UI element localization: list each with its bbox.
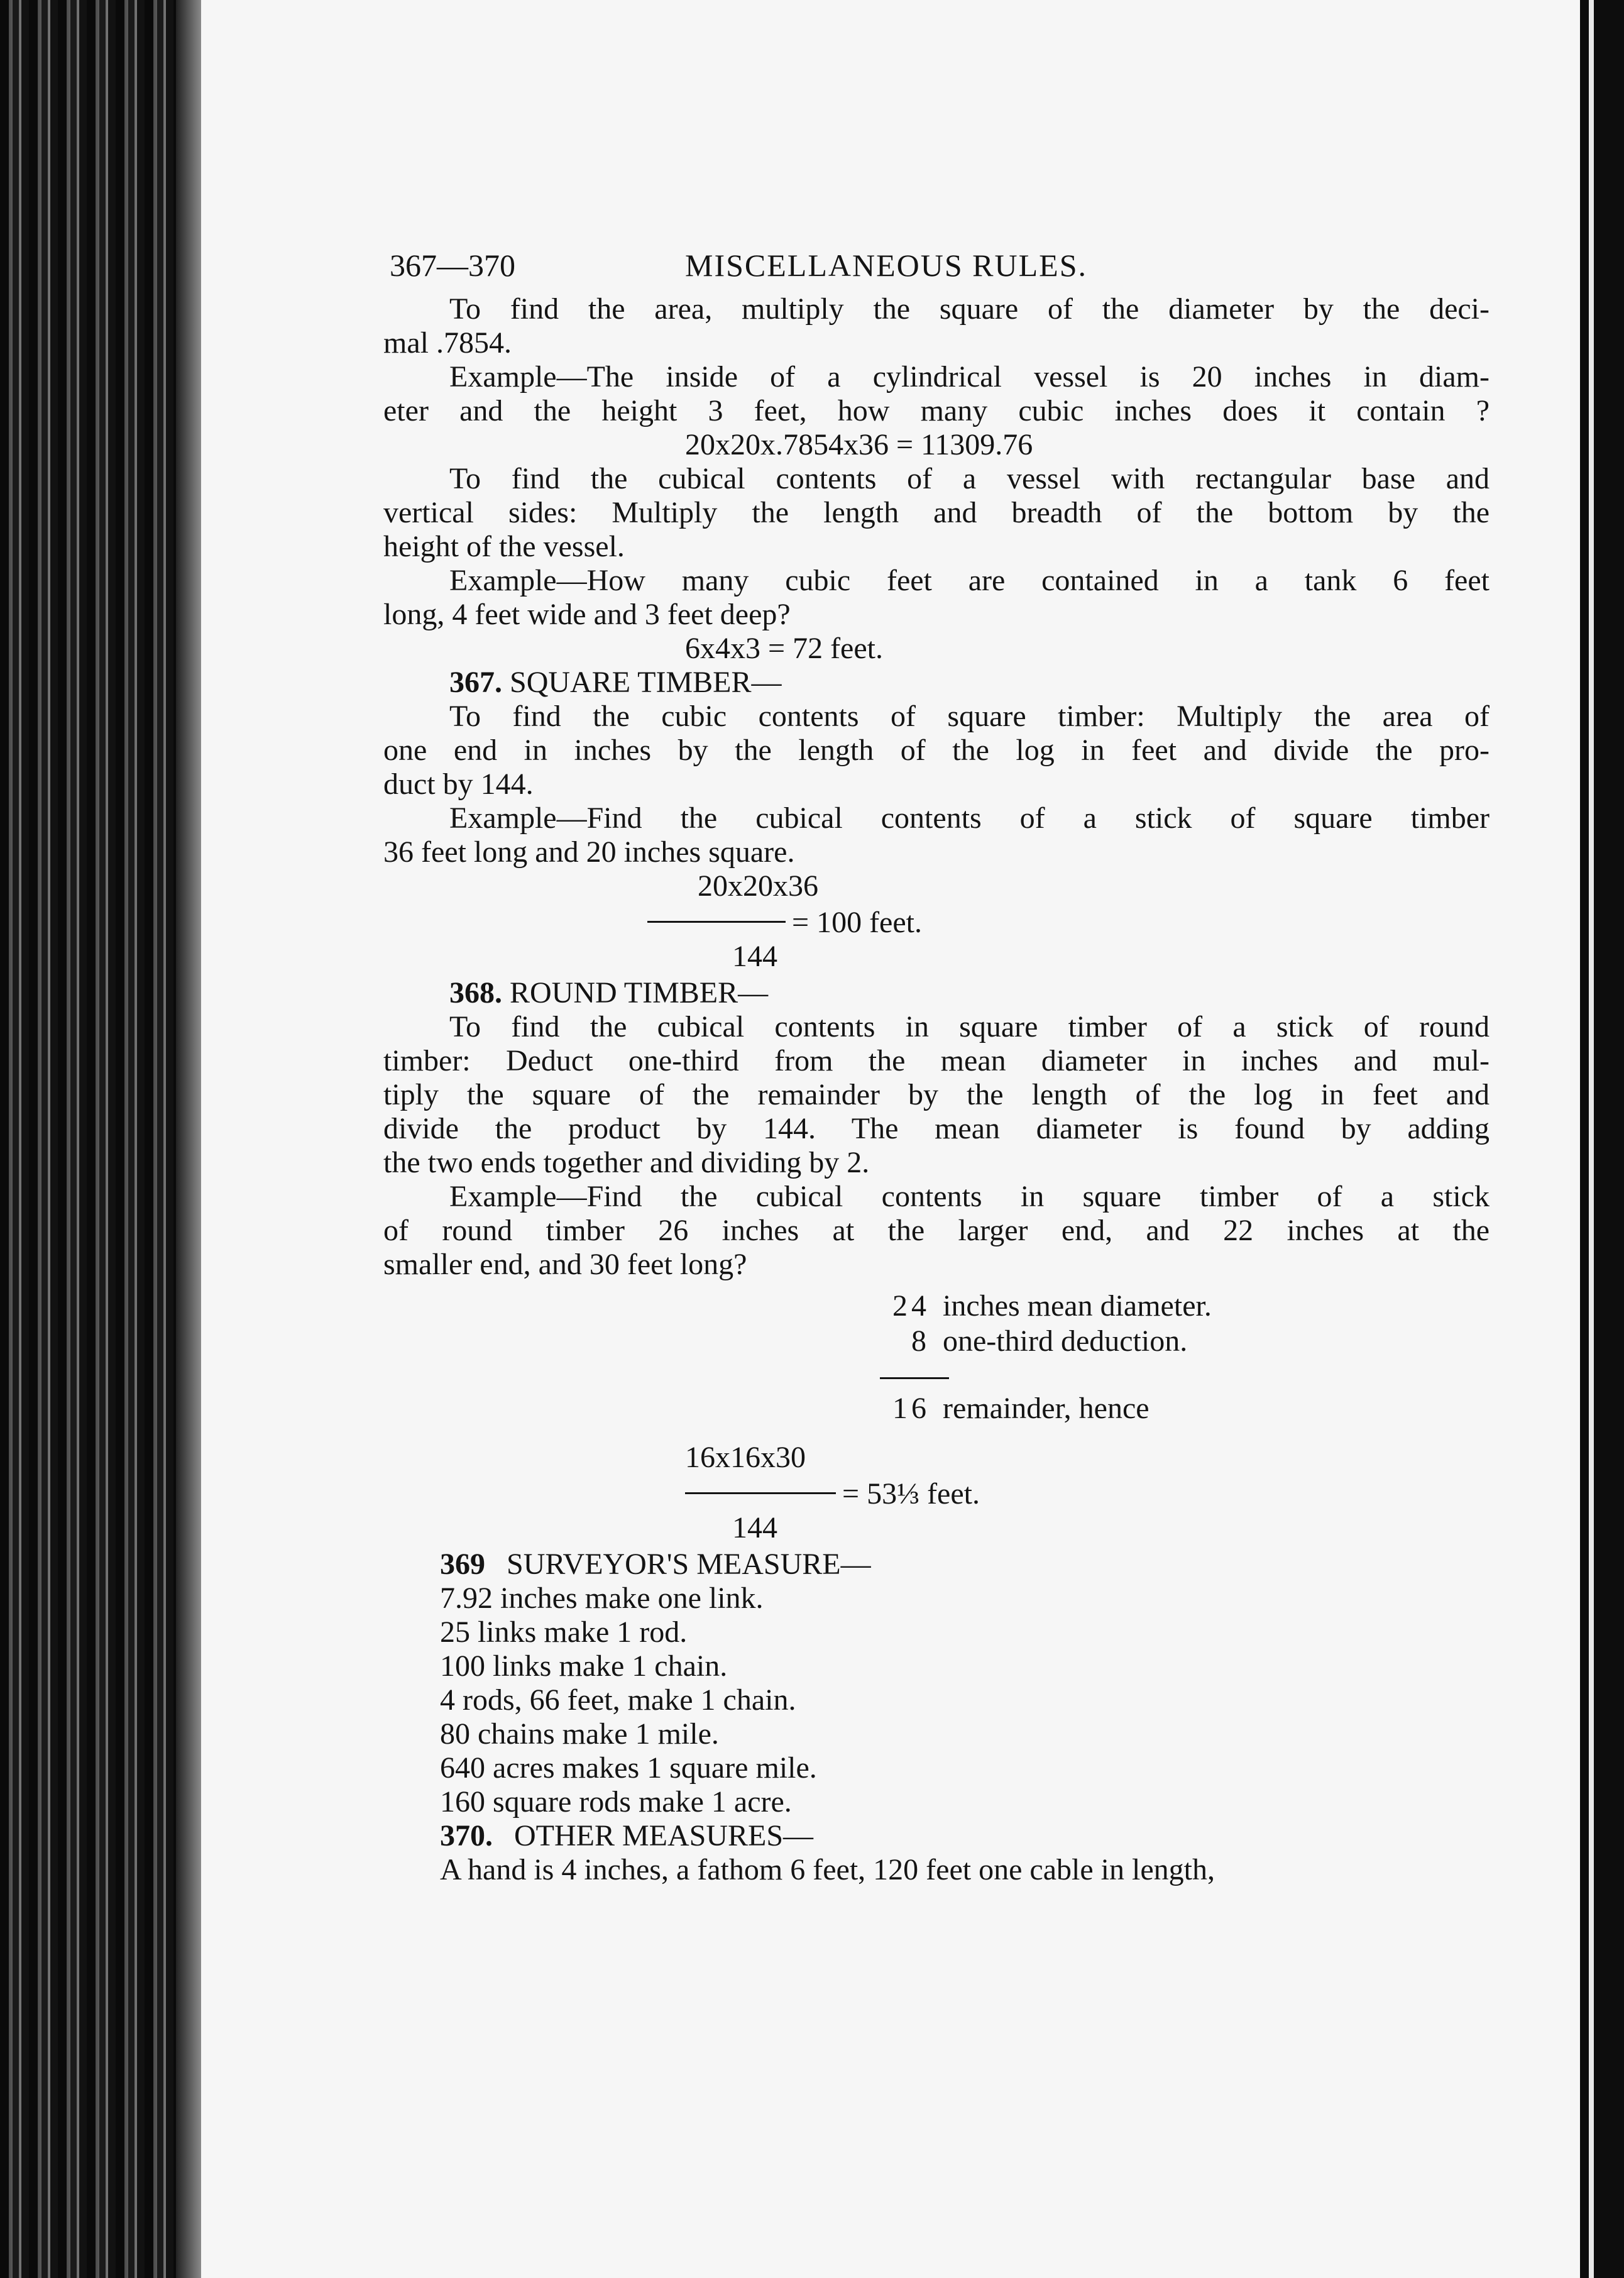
measure-item: 80 chains make 1 mile.	[440, 1717, 719, 1751]
section-heading	[383, 1819, 1490, 1853]
running-title: MISCELLANEOUS RULES.	[685, 248, 1088, 283]
text-line: smaller end, and 30 feet long?	[383, 1248, 747, 1281]
calc-label: remainder, hence	[943, 1392, 1149, 1425]
text-line: To find the area, multiply the square of the diameter by the deci-	[449, 292, 1490, 326]
fraction-denominator: 144	[732, 940, 777, 973]
page-range: 367—370	[390, 248, 515, 283]
book-page	[201, 0, 1580, 2278]
section-title: SURVEYOR'S MEASURE—	[507, 1548, 871, 1581]
text-line: timber: Deduct one-third from the mean diameter in inches and mul-	[383, 1044, 1490, 1077]
facing-page-edge	[1580, 0, 1624, 2278]
calculation-row	[874, 1392, 1490, 1427]
section-title: OTHER MEASURES—	[514, 1819, 814, 1852]
measure-item: 640 acres makes 1 square mile.	[440, 1751, 817, 1785]
measure-item: 25 links make 1 rod.	[440, 1615, 688, 1649]
fraction-equation	[641, 869, 1490, 976]
calc-label: one-third deduction.	[943, 1324, 1188, 1358]
fraction-numerator: 16x16x30	[685, 1441, 806, 1474]
text-line: Example—The inside of a cylindrical vessel is 20 inches in diam-	[449, 360, 1490, 393]
text-line: Example—How many cubic feet are contained in a tank 6 feet	[449, 564, 1490, 597]
text-line: vertical sides: Multiply the length and breadth of the bottom by the	[383, 496, 1490, 529]
text-line: height of the vessel.	[383, 530, 625, 563]
text-line: one end in inches by the length of the log in feet and divide the pro-	[383, 734, 1490, 767]
calc-value: 8	[911, 1324, 930, 1358]
text-line: mal .7854.	[383, 326, 512, 360]
calc-value: 16	[892, 1392, 930, 1425]
section-title: SQUARE TIMBER—	[510, 666, 782, 699]
text-line: A hand is 4 inches, a fathom 6 feet, 120 feet one cable in length,	[440, 1853, 1215, 1886]
text-line: To find the cubical contents in square timber of a stick of round	[449, 1010, 1490, 1043]
page-content	[383, 248, 1490, 1887]
measure-item: 7.92 inches make one link.	[440, 1582, 764, 1615]
section-number: 367.	[449, 666, 502, 699]
calculation-row	[874, 1324, 1490, 1360]
text-line: 36 feet long and 20 inches square.	[383, 835, 795, 869]
text-line: eter and the height 3 feet, how many cubic inches does it contain ?	[383, 394, 1490, 427]
equation: 20x20x.7854x36 = 11309.76	[685, 428, 1033, 461]
measure-item: 4 rods, 66 feet, make 1 chain.	[440, 1683, 796, 1717]
calc-label: inches mean diameter.	[943, 1289, 1212, 1323]
text-line: Example—Find the cubical contents in square timber of a stick	[449, 1180, 1490, 1213]
page-header	[383, 248, 1490, 292]
section-title: ROUND TIMBER—	[510, 976, 769, 1010]
section-number: 369	[440, 1548, 485, 1581]
fraction-numerator: 20x20x36	[698, 869, 818, 903]
text-line: To find the cubical contents of a vessel with rectangular base and	[449, 462, 1490, 495]
measure-item: 100 links make 1 chain.	[440, 1649, 728, 1683]
text-line: of round timber 26 inches at the larger end, and 22 inches at the	[383, 1214, 1490, 1247]
fraction-result: = 100 feet.	[792, 906, 922, 939]
calc-value: 24	[892, 1289, 930, 1323]
fraction-denominator: 144	[732, 1511, 777, 1544]
calculation-row	[874, 1289, 1490, 1324]
fraction-bar	[647, 921, 786, 923]
text-line: To find the cubic contents of square timber: Multiply the area of	[449, 700, 1490, 733]
calc-rule	[880, 1377, 949, 1379]
section-number: 370.	[440, 1819, 493, 1852]
fraction-bar	[685, 1492, 836, 1494]
book-edge	[0, 0, 201, 2278]
text-line: tiply the square of the remainder by the length of the log in feet and	[383, 1078, 1490, 1111]
text-line: the two ends together and dividing by 2.	[383, 1146, 870, 1179]
section-number: 368.	[449, 976, 502, 1010]
section-heading	[383, 976, 1490, 1010]
text-line: duct by 144.	[383, 768, 534, 801]
measure-item: 160 square rods make 1 acre.	[440, 1785, 792, 1819]
text-line: long, 4 feet wide and 3 feet deep?	[383, 598, 791, 631]
text-line: Example—Find the cubical contents of a stick of square timber	[449, 801, 1490, 835]
section-heading	[383, 1548, 1490, 1582]
section-heading	[383, 666, 1490, 700]
equation: 6x4x3 = 72 feet.	[685, 632, 883, 665]
text-line: divide the product by 144. The mean diameter is found by adding	[383, 1112, 1490, 1145]
fraction-equation	[622, 1441, 1490, 1548]
fraction-result: = 53⅓ feet.	[842, 1477, 980, 1510]
